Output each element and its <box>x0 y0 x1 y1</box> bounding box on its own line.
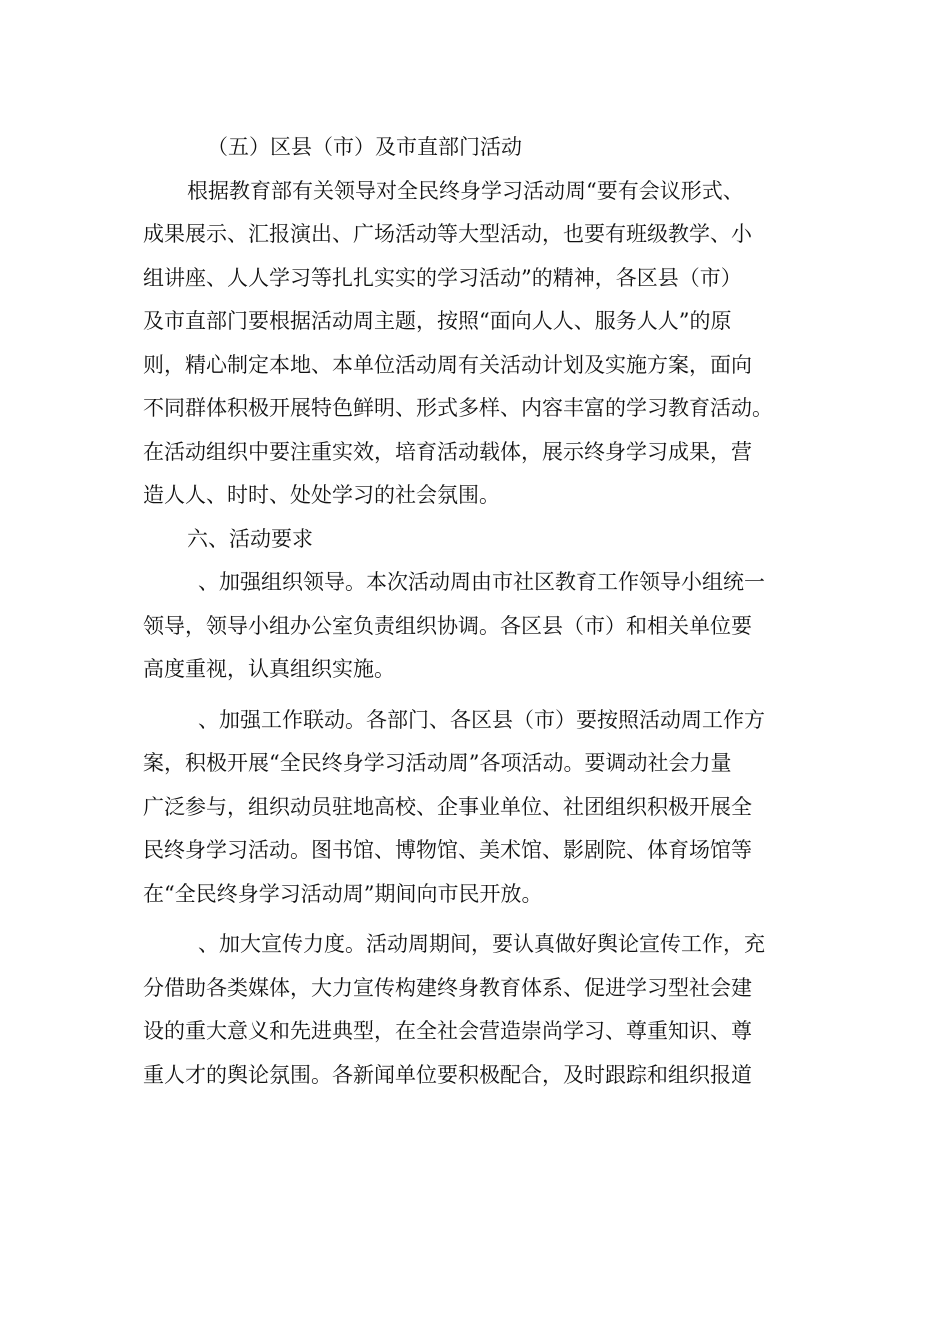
paragraph-line: 在活动组织中要注重实效，培育活动载体，展示终身学习成果，营 <box>143 439 752 464</box>
paragraph-line: 造人人、时时、处处学习的社会氛围。 <box>143 483 500 507</box>
paragraph-line: 组讲座、人人学习等扎扎实实的学习活动”的精神，各区县（市） <box>143 265 742 290</box>
paragraph-line: 则，精心制定本地、本单位活动周有关活动计划及实施方案，面向 <box>143 352 752 377</box>
paragraph-line: 不同群体积极开展特色鲜明、形式多样、内容丰富的学习教育活动。 <box>143 396 773 420</box>
paragraph-line: 分借助各类媒体，大力宣传构建终身教育体系、促进学习型社会建 <box>143 975 752 1000</box>
paragraph-line: 重人才的舆论氛围。各新闻单位要积极配合，及时跟踪和组织报道 <box>143 1062 752 1087</box>
paragraph-line: 成果展示、汇报演出、广场活动等大型活动，也要有班级教学、小 <box>143 222 752 246</box>
paragraph-line: 案，积极开展“全民终身学习活动周”各项活动。要调动社会力量 <box>143 751 732 775</box>
paragraph-line: 领导，领导小组办公室负责组织协调。各区县（市）和相关单位要 <box>143 613 752 638</box>
paragraph-gap <box>143 692 823 699</box>
paragraph-activities <box>143 170 823 518</box>
paragraph-line: 在“全民终身学习活动周”期间向市民开放。 <box>143 881 543 906</box>
paragraph-line: 及市直部门要根据活动周主题，按照“面向人人、服务人人”的原 <box>143 309 732 333</box>
section-heading-6: 六、活动要求 <box>187 526 313 551</box>
paragraph-line: 高度重视，认真组织实施。 <box>143 657 395 681</box>
paragraph-line: 根据教育部有关领导对全民终身学习活动周“要有会议形式、 <box>187 178 744 203</box>
document-body <box>143 126 823 1097</box>
requirement-item-1 <box>143 561 823 692</box>
paragraph-line: 、加强工作联动。各部门、各区县（市）要按照活动周工作方 <box>198 707 765 732</box>
section-heading-5: （五）区县（市）及市直部门活动 <box>207 135 522 159</box>
paragraph-gap <box>143 916 823 923</box>
paragraph-line: 、加强组织领导。本次活动周由市社区教育工作领导小组统一 <box>198 570 765 594</box>
requirement-item-2 <box>143 699 823 917</box>
paragraph-line: 广泛参与，组织动员驻地高校、企事业单位、社团组织积极开展全 <box>143 794 752 819</box>
requirement-item-3 <box>143 923 823 1097</box>
paragraph-line: 民终身学习活动。图书馆、博物馆、美术馆、影剧院、体育场馆等 <box>143 838 752 862</box>
paragraph-line: 设的重大意义和先进典型，在全社会营造崇尚学习、尊重知识、尊 <box>143 1019 752 1043</box>
paragraph-line: 、加大宣传力度。活动周期间，要认真做好舆论宣传工作，充 <box>198 932 765 956</box>
